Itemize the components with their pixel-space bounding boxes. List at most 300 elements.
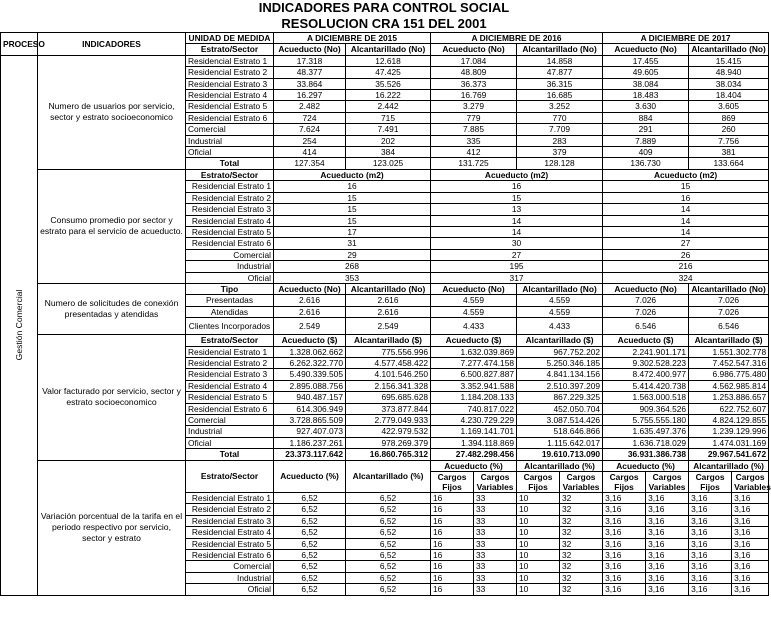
row-label: Residencial Estrato 4 — [186, 90, 274, 101]
value-cell: 6,52 — [274, 538, 346, 549]
acu-2017-header: Acueducto (No) — [603, 44, 689, 55]
value-cell: 7.756 — [689, 135, 769, 146]
row-label: Presentadas — [186, 295, 274, 306]
acu-2017-header: Acueducto (m2) — [603, 169, 769, 180]
value-cell: 2.779.049.933 — [346, 415, 431, 426]
row-label: Residencial Estrato 4 — [186, 215, 274, 226]
value-cell: 10 — [517, 504, 560, 515]
value-cell: 14 — [603, 204, 769, 215]
value-cell: 3,16 — [689, 561, 732, 572]
value-cell: 3.728.865.509 — [274, 415, 346, 426]
value-cell: 715 — [346, 112, 431, 123]
indicator-name: Numero de solicitudes de conexión presentadas y atendidas — [38, 283, 186, 334]
value-cell: 16 — [603, 192, 769, 203]
value-cell: 23.373.117.642 — [274, 449, 346, 460]
section-header-row — [1, 335, 769, 346]
value-cell: 48.377 — [274, 67, 346, 78]
value-cell: 2.241.901.171 — [603, 346, 689, 357]
page-subtitle: RESOLUCION CRA 151 DEL 2001 — [281, 16, 487, 31]
row-label: Residencial Estrato 5 — [186, 226, 274, 237]
table-body — [1, 33, 769, 596]
value-cell: 775.556.996 — [346, 346, 431, 357]
value-cell: 33 — [474, 538, 517, 549]
row-label: Residencial Estrato 6 — [186, 238, 274, 249]
value-cell: 33.864 — [274, 78, 346, 89]
value-cell: 33 — [474, 493, 517, 504]
alc-2016-header: Alcantarillado (No) — [517, 44, 603, 55]
value-cell: 3,16 — [689, 493, 732, 504]
value-cell: 3,16 — [603, 515, 646, 526]
value-cell: 32 — [560, 493, 603, 504]
value-cell: 1.184.208.133 — [431, 392, 517, 403]
year-2017-header: A DICIEMBRE DE 2017 — [603, 33, 769, 44]
value-cell: 6.546 — [689, 318, 769, 335]
row-label: Residencial Estrato 5 — [186, 392, 274, 403]
value-cell: 867.229.325 — [517, 392, 603, 403]
value-cell: 6.500.827.887 — [431, 369, 517, 380]
alc-header: Alcantarillado (%) — [346, 460, 431, 492]
value-cell: 7.452.547.316 — [689, 357, 769, 368]
value-cell: 3,16 — [646, 572, 689, 583]
row-label: Comercial — [186, 249, 274, 260]
value-cell: 32 — [560, 572, 603, 583]
value-cell: 27 — [431, 249, 603, 260]
value-cell: 409 — [603, 147, 689, 158]
value-cell: 4.559 — [431, 306, 517, 317]
value-cell: 47.425 — [346, 67, 431, 78]
value-cell: 48.940 — [689, 67, 769, 78]
value-cell: 940.487.157 — [274, 392, 346, 403]
row-label: Residencial Estrato 1 — [186, 181, 274, 192]
value-cell: 3,16 — [603, 493, 646, 504]
value-cell: 2.482 — [274, 101, 346, 112]
row-label: Clientes Incorporados — [186, 318, 274, 335]
value-cell: 3,16 — [689, 572, 732, 583]
value-cell: 3,16 — [732, 515, 769, 526]
value-cell: 3,16 — [732, 527, 769, 538]
value-cell: 32 — [560, 584, 603, 595]
value-cell: 452.050.704 — [517, 403, 603, 414]
row-label: Residencial Estrato 3 — [186, 515, 274, 526]
value-cell: 3,16 — [603, 504, 646, 515]
value-cell: 2.510.397.209 — [517, 380, 603, 391]
value-cell: 32 — [560, 527, 603, 538]
cargos-variables-header: Cargos Variables — [646, 472, 689, 493]
value-cell: 518.646.866 — [517, 426, 603, 437]
value-cell: 2.549 — [346, 318, 431, 335]
cargos-fijos-header: Cargos Fijos — [517, 472, 560, 493]
value-cell: 254 — [274, 135, 346, 146]
row-label: Residencial Estrato 6 — [186, 550, 274, 561]
cargos-variables-header: Cargos Variables — [560, 472, 603, 493]
value-cell: 33 — [474, 504, 517, 515]
value-cell: 1.239.129.996 — [689, 426, 769, 437]
value-cell: 16.860.765.312 — [346, 449, 431, 460]
column-header: Alcantarillado ($) — [689, 335, 769, 346]
column-header: Acueducto (%) — [431, 460, 517, 471]
row-label: Industrial — [186, 572, 274, 583]
value-cell: 6.546 — [603, 318, 689, 335]
value-cell: 6,52 — [274, 493, 346, 504]
value-cell: 3,16 — [732, 584, 769, 595]
table-row — [1, 55, 769, 66]
value-cell: 12.618 — [346, 55, 431, 66]
acu-2016-header: Acueducto (m2) — [431, 169, 603, 180]
value-cell: 384 — [346, 147, 431, 158]
year-2015-header: A DICIEMBRE DE 2015 — [274, 33, 431, 44]
cargos-fijos-header: Cargos Fijos — [603, 472, 646, 493]
value-cell: 17.318 — [274, 55, 346, 66]
value-cell: 16 — [431, 527, 474, 538]
value-cell: 49.605 — [603, 67, 689, 78]
value-cell: 136.730 — [603, 158, 689, 169]
value-cell: 18.483 — [603, 90, 689, 101]
value-cell: 4.230.729.229 — [431, 415, 517, 426]
value-cell: 3,16 — [603, 550, 646, 561]
value-cell: 3,16 — [646, 584, 689, 595]
value-cell: 1.636.718.029 — [603, 437, 689, 448]
indicadores-header: INDICADORES — [38, 33, 186, 56]
value-cell: 1.328.062.662 — [274, 346, 346, 357]
value-cell: 16 — [431, 515, 474, 526]
value-cell: 10 — [517, 572, 560, 583]
row-label: Residencial Estrato 3 — [186, 204, 274, 215]
row-label: Residencial Estrato 4 — [186, 527, 274, 538]
value-cell: 3,16 — [646, 504, 689, 515]
value-cell: 127.354 — [274, 158, 346, 169]
value-cell: 6,52 — [274, 504, 346, 515]
indicator-name: Numero de usuarios por servicio, sector y estrato socioeconomico — [38, 55, 186, 169]
value-cell: 4.577.458.422 — [346, 357, 431, 368]
row-label: Residencial Estrato 3 — [186, 78, 274, 89]
value-cell: 1.551.302.778 — [689, 346, 769, 357]
value-cell: 17.455 — [603, 55, 689, 66]
value-cell: 3,16 — [646, 527, 689, 538]
indicator-name: Variación porcentual de la tarifa en el periodo respectivo por servicio, sector y estrato — [38, 460, 186, 595]
row-label: Residencial Estrato 4 — [186, 380, 274, 391]
value-cell: 2.895.088.756 — [274, 380, 346, 391]
row-label: Industrial — [186, 135, 274, 146]
value-cell: 412 — [431, 147, 517, 158]
value-cell: 14 — [603, 226, 769, 237]
row-label: Oficial — [186, 272, 274, 283]
value-cell: 5.490.339.505 — [274, 369, 346, 380]
value-cell: 33 — [474, 561, 517, 572]
value-cell: 33 — [474, 572, 517, 583]
value-cell: 2.616 — [346, 295, 431, 306]
value-cell: 14 — [603, 215, 769, 226]
value-cell: 6,52 — [346, 561, 431, 572]
acu-header: Acueducto (%) — [274, 460, 346, 492]
value-cell: 216 — [603, 261, 769, 272]
value-cell: 3.630 — [603, 101, 689, 112]
value-cell: 268 — [274, 261, 431, 272]
value-cell: 3,16 — [732, 493, 769, 504]
tipo-header: Tipo — [186, 283, 274, 294]
value-cell: 6,52 — [274, 527, 346, 538]
column-header: Acueducto ($) — [431, 335, 517, 346]
value-cell: 7.491 — [346, 124, 431, 135]
value-cell: 317 — [431, 272, 603, 283]
value-cell: 16.222 — [346, 90, 431, 101]
value-cell: 32 — [560, 550, 603, 561]
column-header: Alcantarillado (%) — [517, 460, 603, 471]
value-cell: 32 — [560, 504, 603, 515]
value-cell: 31 — [274, 238, 431, 249]
column-header: Acueducto ($) — [274, 335, 346, 346]
column-header: Alcantarillado (%) — [689, 460, 769, 471]
proceso-cell — [1, 55, 38, 595]
value-cell: 373.877.844 — [346, 403, 431, 414]
value-cell: 4.559 — [517, 306, 603, 317]
value-cell: 1.474.031.169 — [689, 437, 769, 448]
column-header: Acueducto (No) — [603, 283, 689, 294]
value-cell: 1.632.039.869 — [431, 346, 517, 357]
value-cell: 3,16 — [689, 584, 732, 595]
value-cell: 48.809 — [431, 67, 517, 78]
value-cell: 3,16 — [732, 504, 769, 515]
value-cell: 2.442 — [346, 101, 431, 112]
value-cell: 779 — [431, 112, 517, 123]
value-cell: 16 — [431, 584, 474, 595]
row-label: Residencial Estrato 1 — [186, 346, 274, 357]
year-2016-header: A DICIEMBRE DE 2016 — [431, 33, 603, 44]
value-cell: 15.415 — [689, 55, 769, 66]
column-header: Acueducto (%) — [603, 460, 689, 471]
value-cell: 13 — [431, 204, 603, 215]
row-label: Comercial — [186, 124, 274, 135]
row-label: Residencial Estrato 5 — [186, 538, 274, 549]
value-cell: 379 — [517, 147, 603, 158]
cargos-variables-header: Cargos Variables — [732, 472, 769, 493]
row-label: Oficial — [186, 147, 274, 158]
value-cell: 5.414.420.738 — [603, 380, 689, 391]
value-cell: 3,16 — [689, 515, 732, 526]
value-cell: 16 — [431, 181, 603, 192]
value-cell: 3,16 — [646, 515, 689, 526]
row-label: Residencial Estrato 2 — [186, 504, 274, 515]
value-cell: 131.725 — [431, 158, 517, 169]
value-cell: 15 — [274, 192, 431, 203]
value-cell: 10 — [517, 550, 560, 561]
value-cell: 4.101.546.250 — [346, 369, 431, 380]
row-label: Atendidas — [186, 306, 274, 317]
column-header: Alcantarillado ($) — [517, 335, 603, 346]
value-cell: 16 — [431, 493, 474, 504]
value-cell: 3.252 — [517, 101, 603, 112]
value-cell: 7.709 — [517, 124, 603, 135]
value-cell: 10 — [517, 493, 560, 504]
value-cell: 30 — [431, 238, 603, 249]
value-cell: 6,52 — [346, 550, 431, 561]
value-cell: 724 — [274, 112, 346, 123]
proceso-label: Gestión Comercial — [13, 289, 24, 361]
cargos-fijos-header: Cargos Fijos — [689, 472, 732, 493]
value-cell: 6.986.775.480 — [689, 369, 769, 380]
value-cell: 6,52 — [346, 493, 431, 504]
value-cell: 1.115.642.017 — [517, 437, 603, 448]
row-label: Oficial — [186, 584, 274, 595]
row-label: Comercial — [186, 415, 274, 426]
value-cell: 38.034 — [689, 78, 769, 89]
value-cell: 7.277.474.158 — [431, 357, 517, 368]
value-cell: 4.559 — [517, 295, 603, 306]
value-cell: 16.685 — [517, 90, 603, 101]
value-cell: 3,16 — [732, 572, 769, 583]
value-cell: 9.302.528.223 — [603, 357, 689, 368]
value-cell: 202 — [346, 135, 431, 146]
value-cell: 14.858 — [517, 55, 603, 66]
value-cell: 381 — [689, 147, 769, 158]
value-cell: 10 — [517, 527, 560, 538]
value-cell: 123.025 — [346, 158, 431, 169]
alc-2017-header: Alcantarillado (No) — [689, 44, 769, 55]
value-cell: 7.885 — [431, 124, 517, 135]
value-cell: 3,16 — [646, 538, 689, 549]
value-cell: 422.979.532 — [346, 426, 431, 437]
value-cell: 36.931.386.738 — [603, 449, 689, 460]
row-label: Residencial Estrato 2 — [186, 192, 274, 203]
value-cell: 19.610.713.090 — [517, 449, 603, 460]
value-cell: 909.364.526 — [603, 403, 689, 414]
value-cell: 869 — [689, 112, 769, 123]
row-label: Total — [186, 158, 274, 169]
value-cell: 3.279 — [431, 101, 517, 112]
value-cell: 884 — [603, 112, 689, 123]
value-cell: 36.373 — [431, 78, 517, 89]
value-cell: 15 — [603, 181, 769, 192]
indicator-name: Valor facturado por servicio, sector y estrato socioeconomico — [38, 335, 186, 460]
value-cell: 3,16 — [732, 561, 769, 572]
acu-2016-header: Acueducto (No) — [431, 44, 517, 55]
value-cell: 4.433 — [431, 318, 517, 335]
value-cell: 260 — [689, 124, 769, 135]
value-cell: 8.472.400.977 — [603, 369, 689, 380]
section-header-row — [1, 283, 769, 294]
value-cell: 1.186.237.261 — [274, 437, 346, 448]
value-cell: 3,16 — [646, 493, 689, 504]
value-cell: 1.394.118.869 — [431, 437, 517, 448]
value-cell: 3,16 — [689, 538, 732, 549]
value-cell: 32 — [560, 538, 603, 549]
estrato-header: Estrato/Sector — [186, 460, 274, 492]
value-cell: 7.026 — [689, 306, 769, 317]
value-cell: 6,52 — [346, 538, 431, 549]
value-cell: 927.407.073 — [274, 426, 346, 437]
value-cell: 16 — [431, 550, 474, 561]
value-cell: 3,16 — [689, 504, 732, 515]
value-cell: 3,16 — [603, 538, 646, 549]
value-cell: 15 — [274, 215, 431, 226]
value-cell: 4.559 — [431, 295, 517, 306]
value-cell: 1.253.886.657 — [689, 392, 769, 403]
value-cell: 6,52 — [346, 572, 431, 583]
value-cell: 29.967.541.672 — [689, 449, 769, 460]
column-header: Alcantarillado (No) — [346, 283, 431, 294]
column-header: Acueducto ($) — [603, 335, 689, 346]
value-cell: 324 — [603, 272, 769, 283]
value-cell: 3,16 — [689, 527, 732, 538]
page-title: INDICADORES PARA CONTROL SOCIAL — [258, 0, 510, 15]
row-label: Residencial Estrato 6 — [186, 112, 274, 123]
value-cell: 4.841.134.156 — [517, 369, 603, 380]
value-cell: 14 — [431, 215, 603, 226]
value-cell: 33 — [474, 584, 517, 595]
value-cell: 16.297 — [274, 90, 346, 101]
value-cell: 16 — [431, 504, 474, 515]
value-cell: 26 — [603, 249, 769, 260]
value-cell: 353 — [274, 272, 431, 283]
column-header: Acueducto (No) — [431, 283, 517, 294]
value-cell: 1.635.497.376 — [603, 426, 689, 437]
value-cell: 32 — [560, 561, 603, 572]
row-label: Industrial — [186, 426, 274, 437]
value-cell: 133.664 — [689, 158, 769, 169]
value-cell: 6,52 — [346, 504, 431, 515]
value-cell: 6,52 — [346, 527, 431, 538]
unidad-header: UNIDAD DE MEDIDA — [186, 33, 274, 44]
value-cell: 10 — [517, 561, 560, 572]
value-cell: 6,52 — [274, 561, 346, 572]
column-header: Acueducto (No) — [274, 283, 346, 294]
column-header: Alcantarillado (No) — [517, 283, 603, 294]
value-cell: 195 — [431, 261, 603, 272]
estrato-header: Estrato/Sector — [186, 44, 274, 55]
value-cell: 16 — [431, 538, 474, 549]
value-cell: 17 — [274, 226, 431, 237]
value-cell: 6,52 — [346, 584, 431, 595]
value-cell: 6,52 — [274, 584, 346, 595]
estrato-header: Estrato/Sector — [186, 169, 274, 180]
value-cell: 3,16 — [646, 550, 689, 561]
value-cell: 3,16 — [603, 527, 646, 538]
cargos-fijos-header: Cargos Fijos — [431, 472, 474, 493]
value-cell: 16 — [431, 572, 474, 583]
value-cell: 3,16 — [732, 550, 769, 561]
row-label: Residencial Estrato 3 — [186, 369, 274, 380]
value-cell: 2.156.341.328 — [346, 380, 431, 391]
acu-2015-header: Acueducto (m2) — [274, 169, 431, 180]
section-header-row — [1, 460, 769, 471]
value-cell: 3,16 — [689, 550, 732, 561]
value-cell: 14 — [431, 226, 603, 237]
value-cell: 7.026 — [689, 295, 769, 306]
value-cell: 2.616 — [274, 306, 346, 317]
value-cell: 10 — [517, 584, 560, 595]
indicator-name: Consumo promedio por sector y estrato para el servicio de acueducto. — [38, 169, 186, 283]
row-label: Residencial Estrato 2 — [186, 357, 274, 368]
value-cell: 291 — [603, 124, 689, 135]
value-cell: 15 — [431, 192, 603, 203]
row-label: Industrial — [186, 261, 274, 272]
value-cell: 695.685.628 — [346, 392, 431, 403]
value-cell: 3.087.514.426 — [517, 415, 603, 426]
row-label: Comercial — [186, 561, 274, 572]
row-label: Residencial Estrato 1 — [186, 55, 274, 66]
value-cell: 6.262.322.770 — [274, 357, 346, 368]
value-cell: 16 — [274, 181, 431, 192]
value-cell: 740.817.022 — [431, 403, 517, 414]
value-cell: 283 — [517, 135, 603, 146]
estrato-header: Estrato/Sector — [186, 335, 274, 346]
alc-2015-header: Alcantarillado (No) — [346, 44, 431, 55]
value-cell: 18.404 — [689, 90, 769, 101]
value-cell: 2.616 — [274, 295, 346, 306]
value-cell: 6,52 — [274, 572, 346, 583]
value-cell: 414 — [274, 147, 346, 158]
value-cell: 10 — [517, 515, 560, 526]
value-cell: 33 — [474, 550, 517, 561]
